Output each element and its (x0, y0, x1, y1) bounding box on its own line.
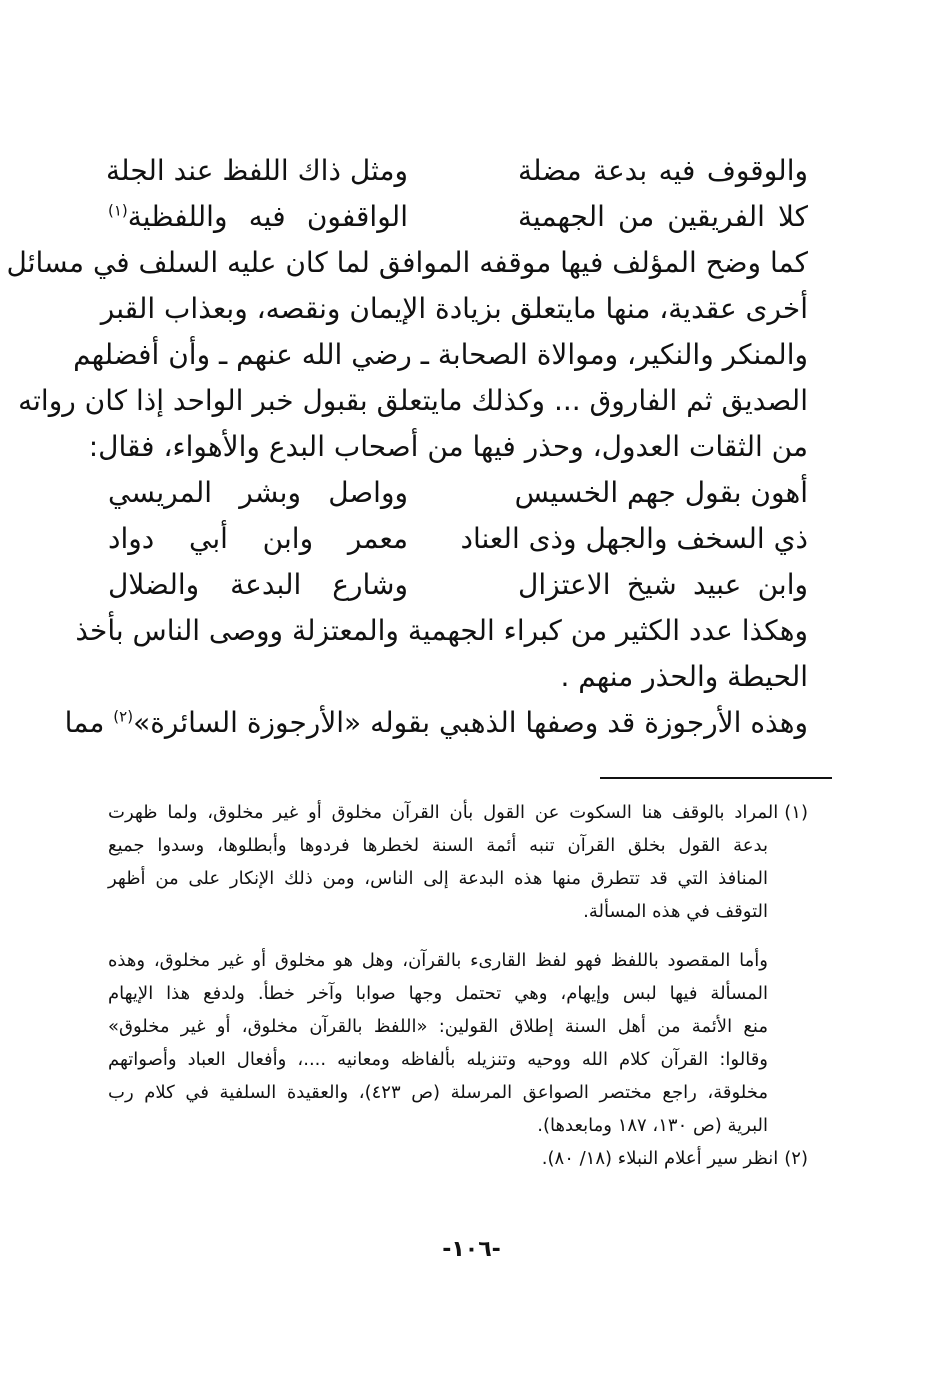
verse-second-half-text: الواقفون فيه واللفظية (127, 200, 408, 233)
body-text-line: كما وضح المؤلف فيها موقفه الموافق لما كان عليه السلف في مسائل (6, 246, 808, 279)
body-text: مما (64, 706, 114, 739)
verse-line (108, 562, 808, 608)
body-text-line: الصديق ثم الفاروق ... وكذلك مايتعلق بقبول خبر الواحد إذا كان رواته (18, 384, 808, 417)
page-number: -١٠٦- (442, 1237, 501, 1262)
footnote-separator (600, 777, 832, 779)
verse-second-half: وشارع البدعة والضلال (108, 568, 408, 601)
footnote-line: وقالوا: القرآن كلام الله ووحيه وتنزيله بألفاظه ومعانيه ....، وأفعال العباد وأصواتهم (108, 1049, 768, 1070)
footnote-marker: (١) (108, 201, 128, 220)
footnote-number: (١) (784, 802, 808, 823)
footnote-text: المراد بالوقف هنا السكوت عن القول بأن القرآن مخلوق أو غير مخلوق، ولما ظهرت (108, 802, 779, 823)
verse-line (108, 148, 808, 194)
verse-first-half: وابن عبيد شيخ الاعتزال (518, 568, 808, 601)
footnote-line: مخلوقة، راجع مختصر الصواعق المرسلة (ص ٤٢٣)، والعقيدة السلفية في كلام رب (108, 1082, 769, 1103)
footnote-line: المنافذ التي قد تتطرق منها هذه البدعة إلى الناس، ومن ذلك الإنكار على من أظهر (108, 868, 768, 889)
body-text-line: الحيطة والحذر منهم . (560, 660, 808, 693)
verse-second-half: معمر وابن أبي دواد (108, 522, 408, 555)
footnote-line: البرية (ص ١٣٠، ١٨٧ ومابعدها). (537, 1115, 768, 1136)
verse-line (108, 516, 808, 562)
verse-first-half: ذي السخف والجهل وذى العناد (460, 522, 808, 555)
footnote-line: المسألة فيها لبس وإيهام، وهي تحتمل وجها صوابا وآخر خطأ. ولدفع هذا الإيهام (108, 983, 768, 1004)
verse-second-half (108, 194, 408, 240)
body-text-line: والمنكر والنكير، وموالاة الصحابة ـ رضي الله عنهم ـ وأن أفضلهم (73, 338, 808, 371)
footnote-text: انظر سير أعلام النبلاء (١٨/ ٨٠). (541, 1148, 779, 1169)
verse-line (108, 470, 808, 516)
verse-second-half: ومثل ذاك اللفظ عند الجلة (106, 154, 408, 187)
body-text: وهذه الأرجوزة قد وصفها الذهبي بقوله «الأرجوزة السائرة» (133, 706, 808, 739)
verse-first-half: والوقوف فيه بدعة مضلة (518, 154, 808, 187)
footnote-marker: (٢) (113, 707, 134, 726)
body-text-line: أخرى عقدية، منها مايتعلق بزيادة الإيمان ونقصه، وبعذاب القبر (100, 292, 808, 325)
footnote-line: منع الأئمة من أهل السنة إطلاق القولين: «اللفظ بالقرآن مخلوق، أو غير مخلوق» (108, 1016, 768, 1037)
footnote-number: (٢) (784, 1148, 808, 1169)
footnote-line: وأما المقصود باللفظ فهو لفظ القارىء بالقرآن، وهل هو مخلوق أو غير مخلوق، وهذه (108, 950, 768, 971)
body-text-line: من الثقات العدول، وحذر فيها من أصحاب البدع والأهواء، فقال: (88, 430, 808, 463)
verse-line (108, 194, 808, 240)
verse-first-half: أهون بقول جهم الخسيس (514, 476, 808, 509)
body-text-line (64, 700, 808, 746)
body-text-line: وهكذا عدد الكثير من كبراء الجهمية والمعتزلة ووصى الناس بأخذ (75, 614, 808, 647)
footnote-line (108, 796, 808, 829)
verse-first-half: كلا الفريقين من الجهمية (518, 200, 808, 233)
footnote-line: التوقف في هذه المسألة. (583, 901, 768, 922)
footnote-line (108, 1142, 808, 1175)
footnote-line: بدعة القول بخلق القرآن تنبه أئمة السنة لخطرها فردوها وأبطلوها، وسدوا جميع (108, 835, 768, 856)
verse-second-half: وواصل وبشر المريسي (108, 476, 408, 509)
